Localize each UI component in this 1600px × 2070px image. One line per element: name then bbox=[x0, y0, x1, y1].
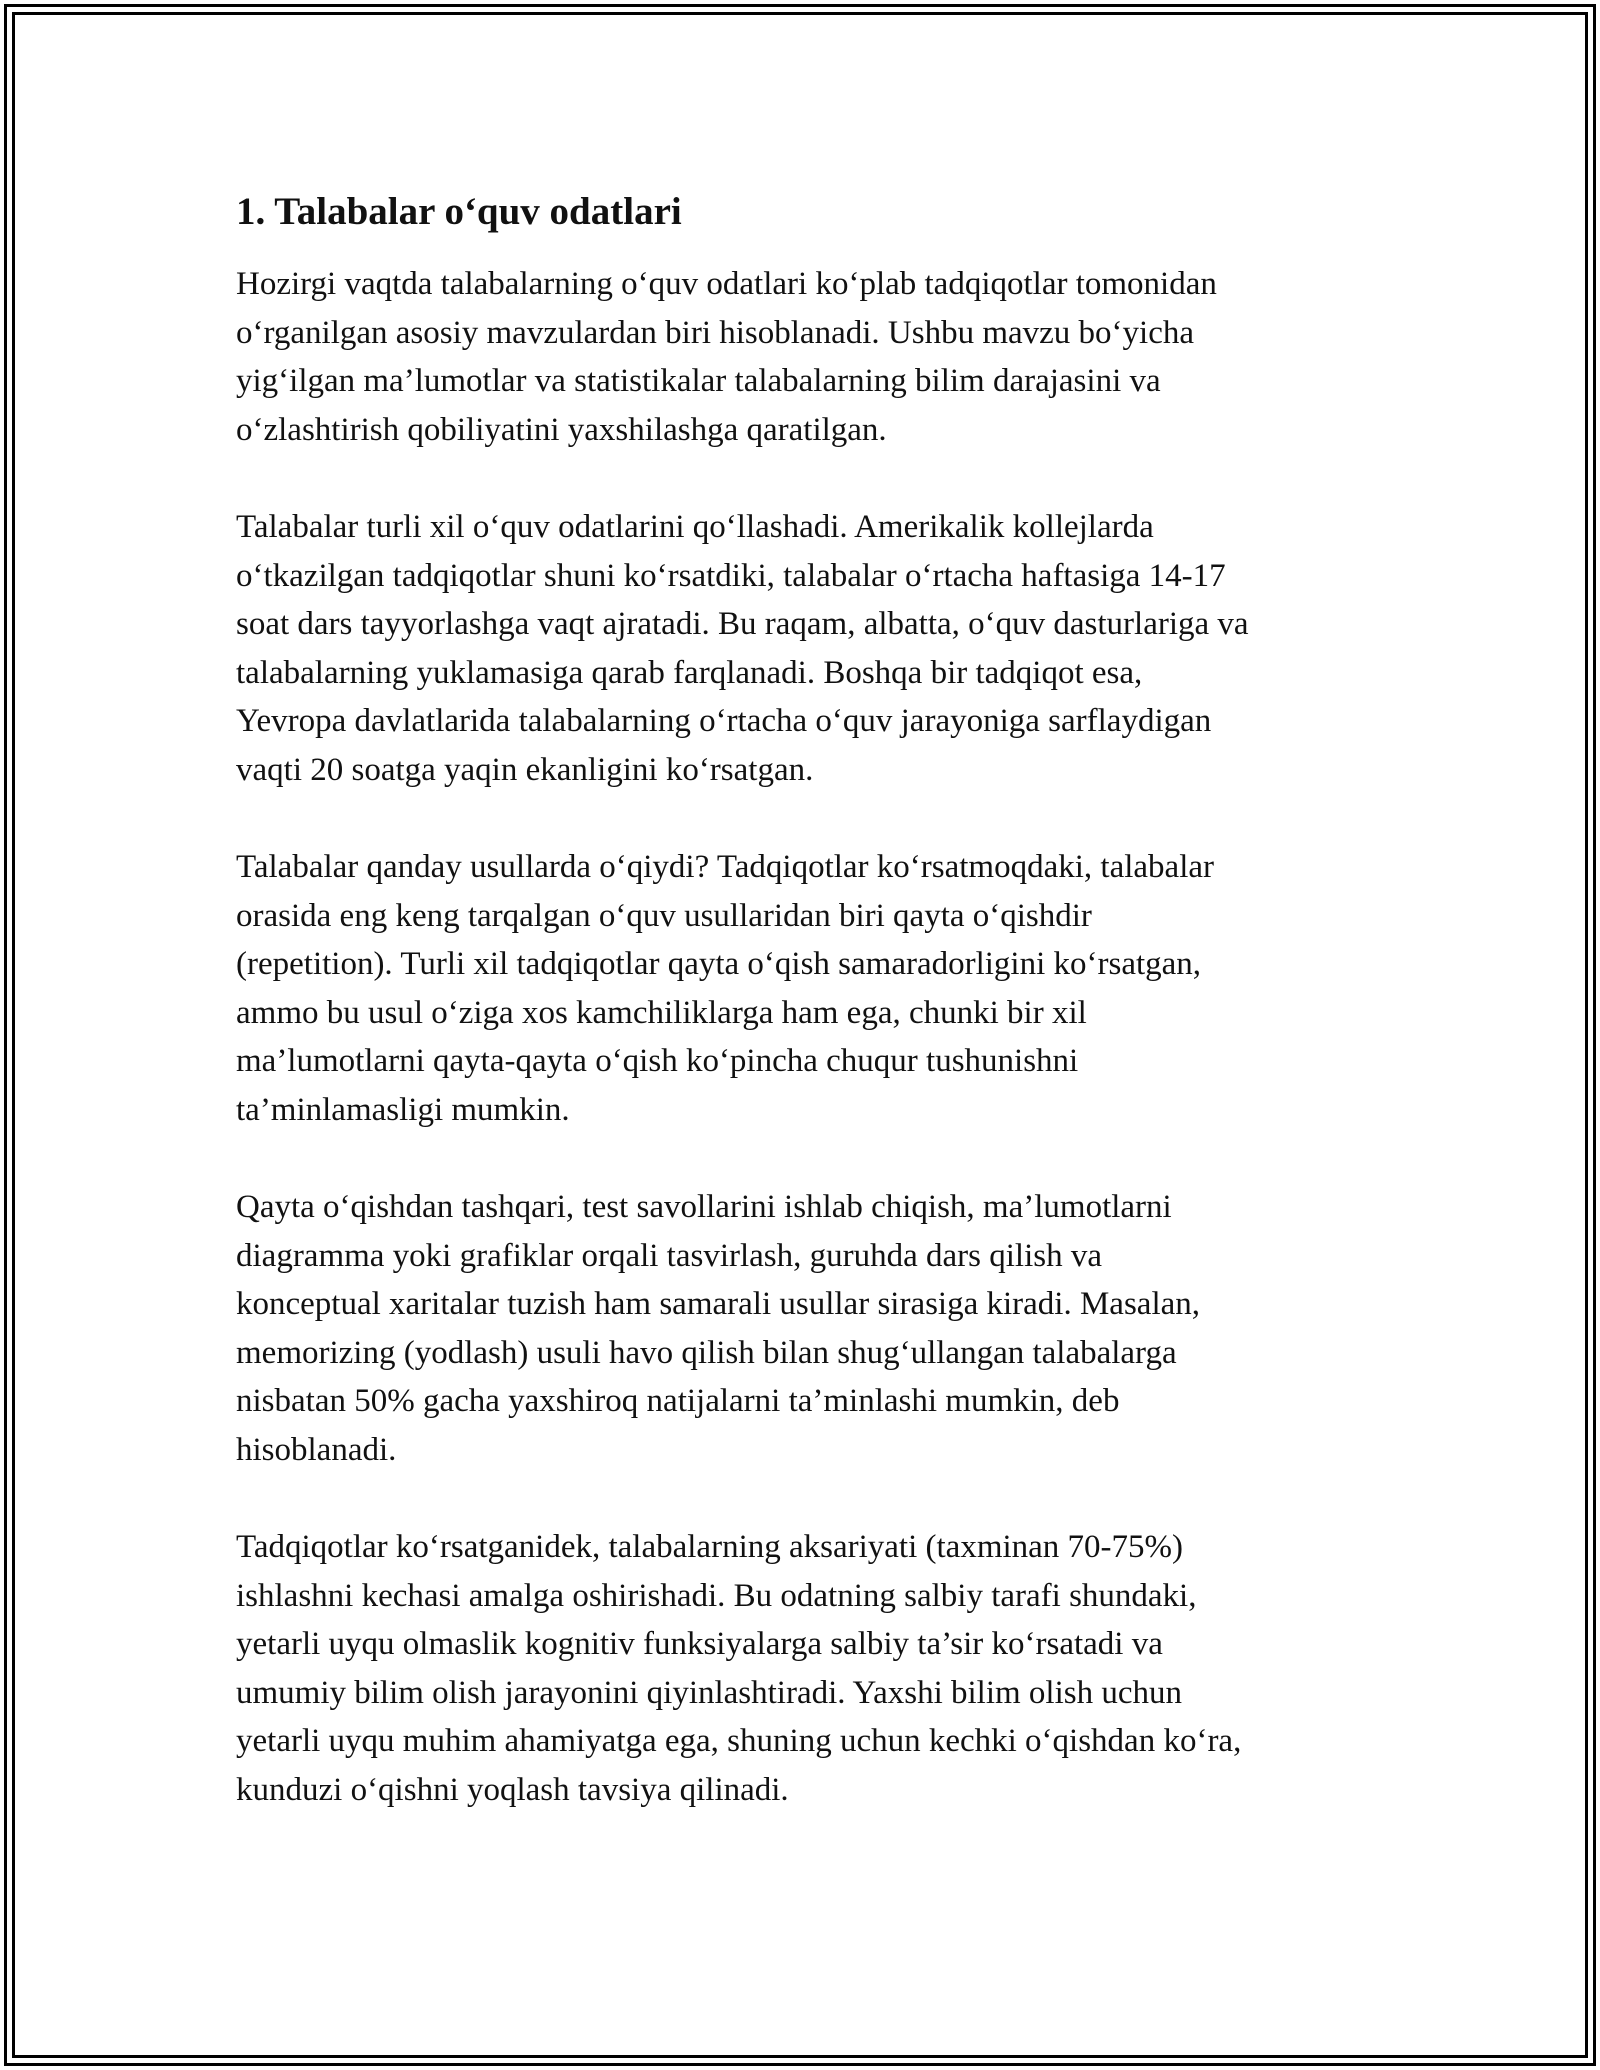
paragraph-1: Hozirgi vaqtda talabalarning o‘quv odatlari ko‘plab tadqiqotlar tomonidan o‘rganilgan asosiy mavzulardan biri hisoblanadi. Ushbu mavzu bo‘yicha yig‘ilgan ma’lumotlar va statistikalar talabalarning bilim darajasini va o‘zlashtirish qobiliyatini yaxshilashga qaratilgan. bbox=[236, 266, 1217, 448]
paragraph-4: Qayta o‘qishdan tashqari, test savollarini ishlab chiqish, ma’lumotlarni diagramma yoki grafiklar orqali tasvirlash, guruhda dars qilish va konceptual xaritalar tuzish ham samarali usullar sirasiga kiradi. Masalan, memorizing (yodlash) usuli havo qilish bilan shug‘ullangan talabalarga nisbatan 50% gacha yaxshiroq natijalarni ta’minlashi mumkin, deb hisoblanadi. bbox=[236, 1189, 1201, 1468]
paragraph-3: Talabalar qanday usullarda o‘qiydi? Tadqiqotlar ko‘rsatmoqdaki, talabalar orasida eng keng tarqalgan o‘quv usullaridan biri qayta o‘qishdir (repetition). Turli xil tadqiqotlar qayta o‘qish samaradorligini ko‘rsatgan, ammo bu usul o‘ziga xos kamchiliklarga ham ega, chunki bir xil ma’lumotlarni qayta-qayta o‘qish ko‘pincha chuqur tushunishni ta’minlamasligi mumkin. bbox=[236, 849, 1214, 1128]
section-title: 1. Talabalar o‘quv odatlari bbox=[236, 190, 682, 233]
paragraph-5: Tadqiqotlar ko‘rsatganidek, talabalarning aksariyati (taxminan 70-75%) ishlashni kechasi amalga oshirishadi. Bu odatning salbiy tarafi shundaki, yetarli uyqu olmaslik kognitiv funksiyalarga salbiy ta’sir ko‘rsatadi va umumiy bilim olish jarayonini qiyinlashtiradi. Yaxshi bilim olish uchun yetarli uyqu muhim ahamiyatga ega, shuning uchun kechki o‘qishdan ko‘ra, kunduzi o‘qishni yoqlash tavsiya qilinadi. bbox=[236, 1529, 1242, 1808]
paragraph-2: Talabalar turli xil o‘quv odatlarini qo‘llashadi. Amerikalik kollejlarda o‘tkazilgan tadqiqotlar shuni ko‘rsatdiki, talabalar o‘rtacha haftasiga 14-17 soat dars tayyorlashga vaqt ajratadi. Bu raqam, albatta, o‘quv dasturlariga va talabalarning yuklamasiga qarab farqlanadi. Boshqa bir tadqiqot esa, Yevropa davlatlarida talabalarning o‘rtacha o‘quv jarayoniga sarflaydigan vaqti 20 soatga yaqin ekanligini ko‘rsatgan. bbox=[236, 509, 1249, 788]
document-body bbox=[236, 186, 1376, 1863]
